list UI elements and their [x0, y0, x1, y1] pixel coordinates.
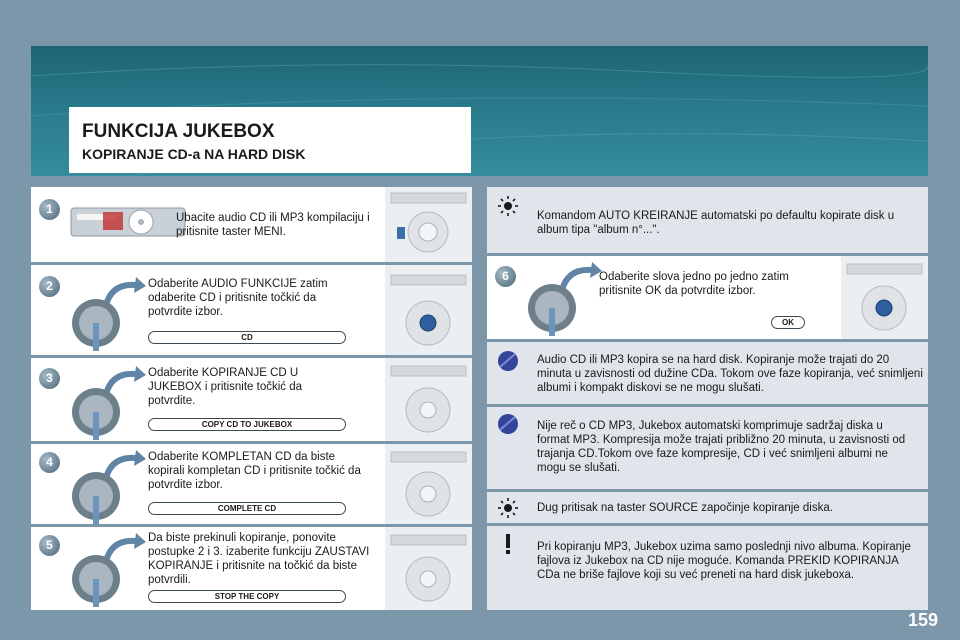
- note-warning: [487, 526, 928, 610]
- step-text: Odaberite KOPIRANJE CD U JUKEBOX i pritisnite točkić da potvrdite.: [148, 367, 303, 407]
- control-panel-image: [385, 444, 472, 524]
- tip-sun-icon: [497, 195, 519, 217]
- step-2: [31, 265, 472, 355]
- step-number: 4: [39, 452, 60, 473]
- note-text: Komandom AUTO KREIRANJE automatski po defaultu kopirate disk u album tipa "album n°...".: [537, 210, 895, 236]
- control-panel-image: [841, 256, 928, 339]
- step-number: 2: [39, 276, 60, 297]
- rotary-knob-icon: [522, 258, 602, 338]
- menu-option-cd-button[interactable]: CD: [148, 331, 346, 344]
- page-number: 159: [908, 610, 939, 630]
- control-panel-image: [385, 187, 472, 262]
- step-text: Odaberite AUDIO FUNKCIJE zatim odaberite CD i pritisnite točkić da potvrdite izbor.: [148, 278, 328, 318]
- step-number: 1: [39, 199, 60, 220]
- page-subtitle: KOPIRANJE CD-a NA HARD DISK: [82, 146, 306, 162]
- note-long-press: [487, 492, 928, 523]
- step-number: 3: [39, 368, 60, 389]
- step-4: [31, 444, 472, 524]
- step-text: Ubacite audio CD ili MP3 kompilaciju i pritisnite taster MENI.: [176, 212, 370, 238]
- step-text: Odaberite KOMPLETAN CD da biste kopirali kompletan CD i pritisnite točkić da potvrdite izbor.: [148, 451, 361, 491]
- note-not-mp3: [487, 407, 928, 489]
- rotary-knob-icon: [66, 446, 146, 526]
- menu-option-complete-cd-button[interactable]: COMPLETE CD: [148, 502, 346, 515]
- note-text: Nije reč o CD MP3, Jukebox automatski komprimuje sadržaj diska u format MP3. Kompresija može trajati približno 20 minuta, u zavisnosti od trajanja CD.Tokom ove faze kompresije, CD i već snimljeni albumi ne mogu se slušati.: [537, 420, 906, 474]
- step-number: 5: [39, 535, 60, 556]
- control-panel-image: [385, 265, 472, 355]
- rotary-knob-icon: [66, 529, 146, 609]
- note-text: Pri kopiranju MP3, Jukebox uzima samo poslednji nivo albuma. Kopiranje fajlova iz Jukebox na CD nije moguće. Komanda PREKID KOPIRANJA CDa ne briše fajlove koji su već preneti na hard disk jukeboxa.: [537, 541, 911, 581]
- note-text: Audio CD ili MP3 kopira se na hard disk. Kopiranje može trajati do 20 minuta u zavisnosti od dužine CDa. Tokom ove faze kopiranja, već snimljeni albumi i kompakt diskovi se ne mogu slušati.: [537, 354, 923, 394]
- ok-button[interactable]: OK: [771, 316, 805, 329]
- control-panel-image: [385, 358, 472, 441]
- step-text: Da biste prekinuli kopiranje, ponovite postupke 2 i 3. izaberite funkciju ZAUSTAVI KOPIRANJE i pritisnite na točkić da biste potvrdili.: [148, 532, 370, 586]
- warning-exclamation-icon: [497, 532, 519, 556]
- radio-unit-icon: [69, 202, 187, 242]
- step-6: [487, 256, 928, 339]
- note-auto-create: [487, 187, 928, 253]
- step-5: [31, 527, 472, 610]
- step-3: [31, 358, 472, 441]
- menu-option-copy-cd-button[interactable]: COPY CD TO JUKEBOX: [148, 418, 346, 431]
- control-panel-image: [385, 527, 472, 610]
- rotary-knob-icon: [66, 273, 146, 353]
- step-1: [31, 187, 472, 262]
- note-text: Dug pritisak na taster SOURCE započinje kopiranje diska.: [537, 502, 833, 514]
- note-audio-cd: [487, 342, 928, 404]
- menu-option-stop-copy-button[interactable]: STOP THE COPY: [148, 590, 346, 603]
- rotary-knob-icon: [66, 362, 146, 442]
- info-disc-icon: [497, 350, 519, 372]
- step-text: Odaberite slova jedno po jedno zatim pritisnite OK da potvrdite izbor.: [599, 271, 789, 297]
- page-title: FUNKCIJA JUKEBOX: [82, 121, 275, 142]
- tip-sun-icon: [497, 497, 519, 519]
- info-disc-icon: [497, 413, 519, 435]
- step-number: 6: [495, 266, 516, 287]
